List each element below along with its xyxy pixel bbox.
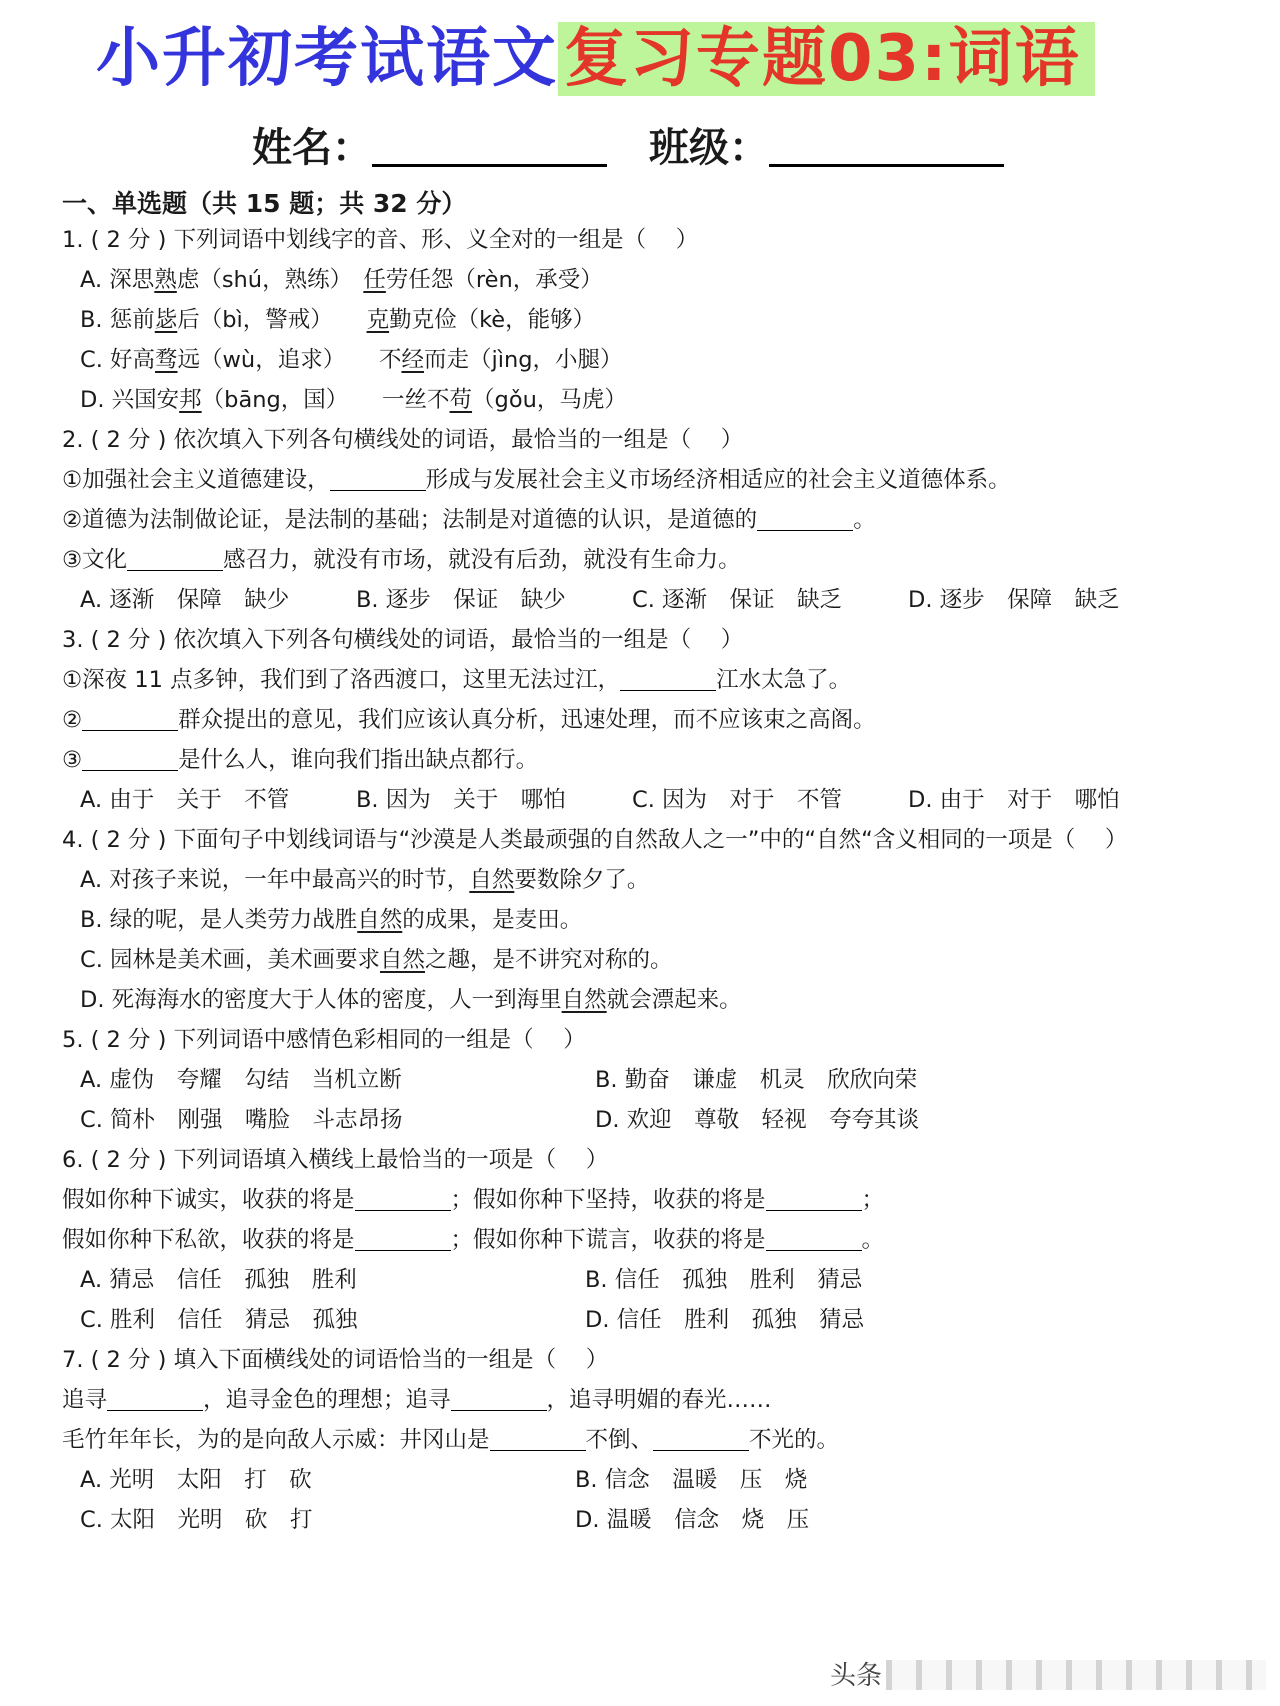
q3-option-c[interactable]: C. 因为 对于 不管 — [632, 787, 843, 813]
q3-stem: 3. ( 2 分 ) 依次填入下列各句横线处的词语，最恰当的一组是（ ） — [62, 627, 744, 653]
q1-stem: 1. ( 2 分 ) 下列词语中划线字的音、形、义全对的一组是（ ） — [62, 227, 699, 253]
watermark — [830, 1656, 1270, 1696]
q7-sentence-2: 毛竹年年长，为的是向敌人示威：井冈山是 不倒、 不光的。 — [62, 1420, 839, 1460]
q2-options — [80, 580, 1120, 620]
q4-option-d[interactable]: D. 死海海水的密度大于人体的密度，人一到海里自然就会漂起来。 — [80, 987, 742, 1013]
q6-blank-2[interactable] — [766, 1182, 862, 1211]
q6-sentence-1: 假如你种下诚实，收获的将是 ；假如你种下坚持，收获的将是 ； — [62, 1180, 884, 1220]
q3-blank-2[interactable] — [82, 702, 178, 731]
q4-stem: 4. ( 2 分 ) 下面句子中划线词语与“沙漠是人类最顽强的自然敌人之一”中的“自然“含义相同的一项是（ ） — [62, 827, 1128, 853]
q3-sentence-2: ② 群众提出的意见，我们应该认真分析，迅速处理，而不应该束之高阁。 — [62, 700, 876, 740]
q5-option-d[interactable]: D. 欢迎 尊敬 轻视 夸夸其谈 — [595, 1107, 920, 1133]
q3-option-a[interactable]: A. 由于 关于 不管 — [80, 787, 290, 813]
name-label: 姓名： — [252, 125, 372, 171]
q7-option-c[interactable]: C. 太阳 光明 砍 打 — [80, 1507, 313, 1533]
q3-options — [80, 780, 1120, 820]
q2-stem: 2. ( 2 分 ) 依次填入下列各句横线处的词语，最恰当的一组是（ ） — [62, 427, 744, 453]
watermark-bars — [886, 1660, 1266, 1690]
q2-option-b[interactable]: B. 逐步 保证 缺少 — [356, 587, 566, 613]
q6-blank-1[interactable] — [355, 1182, 451, 1211]
q2-sentence-1: ①加强社会主义道德建设， 形成与发展社会主义市场经济相适应的社会主义道德体系。 — [62, 460, 1011, 500]
q6-option-a[interactable]: A. 猜忌 信任 孤独 胜利 — [80, 1267, 357, 1293]
q6-blank-4[interactable] — [766, 1222, 862, 1251]
q5-options-row-1 — [80, 1060, 917, 1100]
q6-stem: 6. ( 2 分 ) 下列词语填入横线上最恰当的一项是（ ） — [62, 1147, 609, 1173]
q2-blank-3[interactable] — [127, 542, 223, 571]
q7-sentence-1: 追寻 ，追寻金色的理想；追寻 ，追寻明媚的春光…… — [62, 1380, 772, 1420]
q7-stem: 7. ( 2 分 ) 填入下面横线处的词语恰当的一组是（ ） — [62, 1347, 609, 1373]
q6-option-d[interactable]: D. 信任 胜利 孤独 猜忌 — [585, 1307, 865, 1333]
q5-stem: 5. ( 2 分 ) 下列词语中感情色彩相同的一组是（ ） — [62, 1027, 586, 1053]
q3-option-b[interactable]: B. 因为 关于 哪怕 — [356, 787, 566, 813]
q7-blank-4[interactable] — [653, 1422, 749, 1451]
page-title — [96, 14, 1095, 104]
q1-option-b[interactable]: B. 惩前毖后（bì，警戒） 克勤克俭（kè，能够） — [80, 307, 596, 333]
q1-option-a[interactable]: A. 深思熟虑（shú，熟练） 任劳任怨（rèn，承受） — [80, 267, 603, 293]
class-label: 班级： — [649, 125, 769, 171]
q2-sentence-2: ②道德为法制做论证，是法制的基础；法制是对道德的认识，是道德的 。 — [62, 500, 876, 540]
q6-blank-3[interactable] — [355, 1222, 451, 1251]
q4-option-c[interactable]: C. 园林是美术画，美术画要求自然之趣，是不讲究对称的。 — [80, 947, 673, 973]
q7-option-b[interactable]: B. 信念 温暖 压 烧 — [575, 1467, 808, 1493]
q7-option-a[interactable]: A. 光明 太阳 打 砍 — [80, 1467, 312, 1493]
q3-sentence-1: ①深夜 11 点多钟，我们到了洛西渡口，这里无法过江， 江水太急了。 — [62, 660, 851, 700]
name-class-row — [252, 118, 1046, 178]
q5-options-row-2 — [80, 1100, 919, 1140]
q7-blank-2[interactable] — [451, 1382, 547, 1411]
q2-blank-1[interactable] — [330, 462, 426, 491]
q1-option-d[interactable]: D. 兴国安邦（bāng，国） 一丝不苟（gǒu，马虎） — [80, 387, 627, 413]
q2-sentence-3: ③文化 感召力，就没有市场，就没有后劲，就没有生命力。 — [62, 540, 741, 580]
q3-sentence-3: ③ 是什么人，谁向我们指出缺点都行。 — [62, 740, 538, 780]
q6-options-row-1 — [80, 1260, 862, 1300]
q4-option-b[interactable]: B. 绿的呢，是人类劳力战胜自然的成果，是麦田。 — [80, 907, 583, 933]
q3-blank-3[interactable] — [82, 742, 178, 771]
section-heading: 一、单选题（共 15 题；共 32 分） — [62, 189, 467, 218]
q5-option-c[interactable]: C. 简朴 刚强 嘴脸 斗志昂扬 — [80, 1107, 403, 1133]
q7-blank-1[interactable] — [107, 1382, 203, 1411]
q2-blank-2[interactable] — [757, 502, 853, 531]
q5-option-b[interactable]: B. 勤奋 谦虚 机灵 欣欣向荣 — [595, 1067, 918, 1093]
q3-option-d[interactable]: D. 由于 对于 哪怕 — [908, 787, 1120, 813]
q2-option-a[interactable]: A. 逐渐 保障 缺少 — [80, 587, 290, 613]
class-blank[interactable] — [769, 124, 1004, 167]
title-main: 小升初考试语文 — [96, 22, 558, 96]
name-blank[interactable] — [372, 124, 607, 167]
title-highlight: 复习专题03:词语 — [558, 22, 1095, 96]
q6-options-row-2 — [80, 1300, 864, 1340]
q6-option-b[interactable]: B. 信任 孤独 胜利 猜忌 — [585, 1267, 863, 1293]
q7-options-row-2 — [80, 1500, 809, 1540]
q2-option-d[interactable]: D. 逐步 保障 缺乏 — [908, 587, 1120, 613]
q7-blank-3[interactable] — [490, 1422, 586, 1451]
q7-option-d[interactable]: D. 温暖 信念 烧 压 — [575, 1507, 810, 1533]
q6-option-c[interactable]: C. 胜利 信任 猜忌 孤独 — [80, 1307, 358, 1333]
q4-option-a[interactable]: A. 对孩子来说，一年中最高兴的时节，自然要数除夕了。 — [80, 867, 650, 893]
q5-option-a[interactable]: A. 虚伪 夸耀 勾结 当机立断 — [80, 1067, 402, 1093]
watermark-text: 头条 — [830, 1661, 883, 1691]
q3-blank-1[interactable] — [620, 662, 716, 691]
q2-option-c[interactable]: C. 逐渐 保证 缺乏 — [632, 587, 843, 613]
q6-sentence-2: 假如你种下私欲，收获的将是 ；假如你种下谎言，收获的将是 。 — [62, 1220, 884, 1260]
q7-options-row-1 — [80, 1460, 807, 1500]
q1-option-c[interactable]: C. 好高骛远（wù，追求） 不经而走（jìng，小腿） — [80, 347, 623, 373]
